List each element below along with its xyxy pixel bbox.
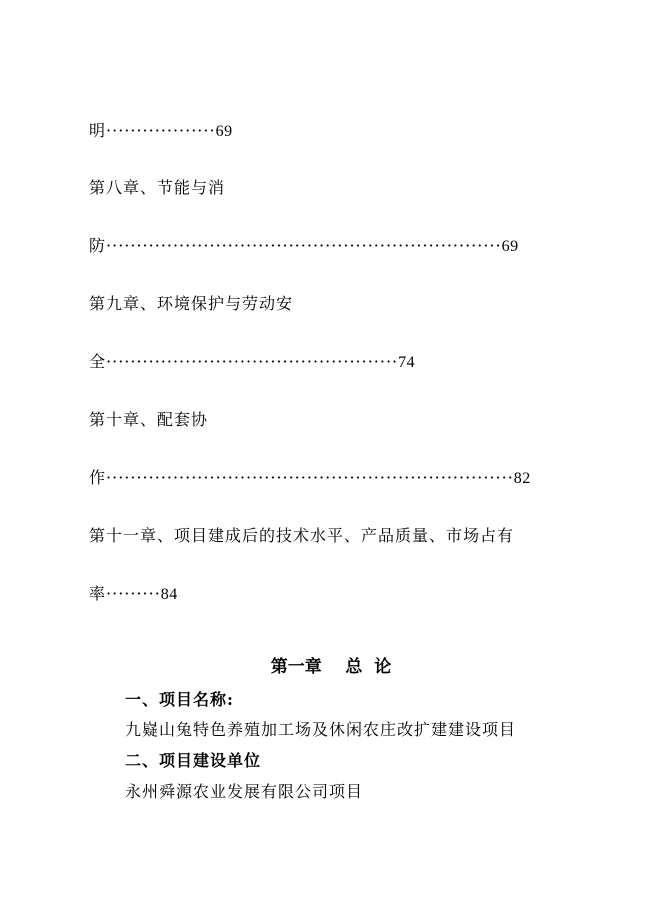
toc-line-2 bbox=[89, 178, 225, 198]
toc-text: 防 bbox=[89, 236, 107, 255]
toc-page-number: 69 bbox=[215, 123, 233, 140]
toc-text: 作 bbox=[89, 468, 107, 487]
section-body-construction-unit: 永州舜源农业发展有限公司项目 bbox=[125, 782, 364, 801]
toc-page-number: 74 bbox=[398, 354, 416, 371]
section-heading-project-name: 一、项目名称: bbox=[125, 690, 234, 709]
toc-line-4 bbox=[89, 294, 293, 314]
toc-text: 第八章、节能与消 bbox=[89, 178, 226, 197]
toc-line-3 bbox=[89, 236, 519, 257]
toc-line-5 bbox=[89, 352, 415, 373]
toc-page-number: 69 bbox=[501, 238, 519, 255]
section-body-project-name: 九嶷山兔特色养殖加工场及休闲农庄改扩建建设项目 bbox=[125, 720, 517, 739]
chapter-title: 第一章 总 论 bbox=[270, 657, 392, 677]
toc-page-number: 84 bbox=[160, 586, 178, 603]
toc-dots: ································································· bbox=[106, 236, 502, 255]
toc-line-7 bbox=[89, 468, 531, 489]
toc-text: 第十一章、项目建成后的技术水平、产品质量、市场占有 bbox=[89, 526, 515, 545]
toc-line-9 bbox=[89, 584, 178, 605]
toc-line-1 bbox=[89, 121, 233, 142]
toc-text: 全 bbox=[89, 352, 107, 371]
toc-dots: ··································································· bbox=[106, 468, 514, 487]
toc-dots: ········· bbox=[106, 584, 161, 603]
toc-line-6 bbox=[89, 410, 208, 430]
toc-dots: ·················· bbox=[106, 121, 216, 140]
toc-text: 率 bbox=[89, 584, 107, 603]
toc-text: 第十章、配套协 bbox=[89, 410, 209, 429]
toc-page-number: 82 bbox=[513, 470, 531, 487]
toc-text: 第九章、环境保护与劳动安 bbox=[89, 294, 294, 313]
section-heading-construction-unit: 二、项目建设单位 bbox=[125, 751, 262, 770]
toc-dots: ················································ bbox=[106, 352, 399, 371]
toc-text: 明 bbox=[89, 121, 107, 140]
toc-line-8 bbox=[89, 526, 514, 546]
